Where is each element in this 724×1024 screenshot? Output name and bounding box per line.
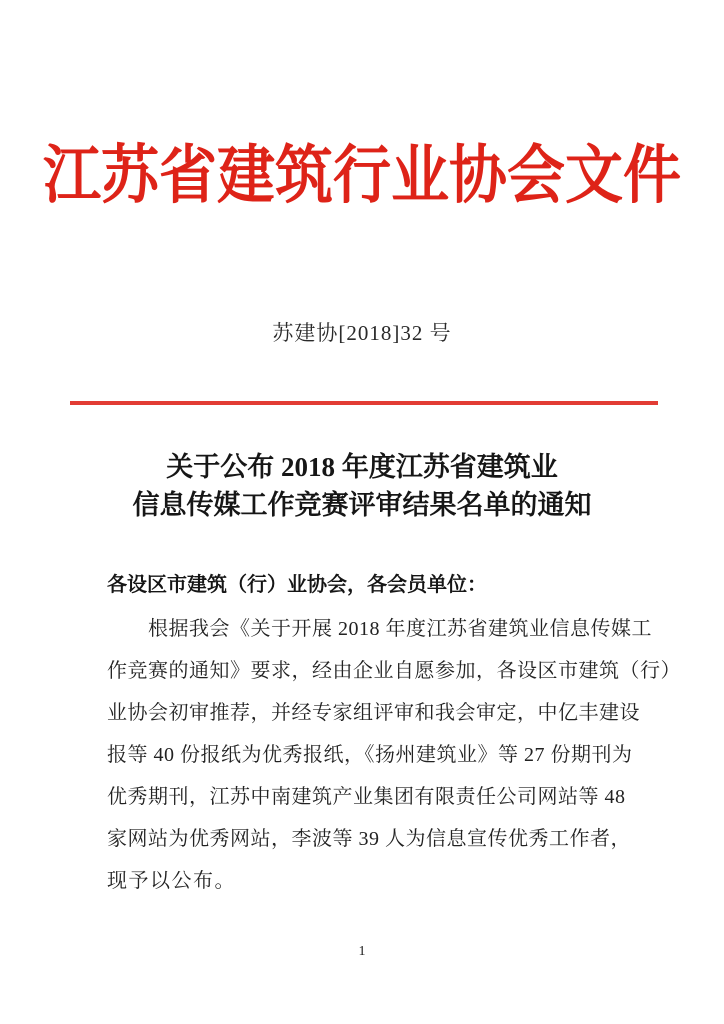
notice-title-line2: 信息传媒工作竞赛评审结果名单的通知 bbox=[132, 490, 592, 520]
page-number: 1 bbox=[358, 944, 366, 959]
notice-title-line1: 关于公布 2018 年度江苏省建筑业 bbox=[166, 452, 558, 482]
body-line: 作竞赛的通知》要求，经由企业自愿参加，各设区市建筑（行） bbox=[107, 660, 681, 682]
notice-title bbox=[0, 448, 724, 524]
letterhead-org-title: 江苏省建筑行业协会文件 bbox=[42, 139, 681, 212]
body-line: 现予以公布。 bbox=[107, 870, 236, 892]
salutation-line: 各设区市建筑（行）业协会，各会员单位： bbox=[107, 574, 487, 596]
body-line: 报等 40 份报纸为优秀报纸，《扬州建筑业》等 27 份期刊为 bbox=[107, 744, 633, 766]
doc-reference-number: 苏建协[2018]32 号 bbox=[272, 321, 452, 345]
notice-body bbox=[107, 608, 681, 902]
body-line: 优秀期刊，江苏中南建筑产业集团有限责任公司网站等 48 bbox=[107, 786, 626, 808]
red-divider-rule bbox=[70, 401, 658, 405]
body-line: 根据我会《关于开展 2018 年度江苏省建筑业信息传媒工 bbox=[148, 618, 652, 640]
body-line: 家网站为优秀网站，李波等 39 人为信息宣传优秀工作者， bbox=[107, 828, 631, 850]
body-line: 业协会初审推荐，并经专家组评审和我会审定，中亿丰建设 bbox=[107, 702, 640, 724]
